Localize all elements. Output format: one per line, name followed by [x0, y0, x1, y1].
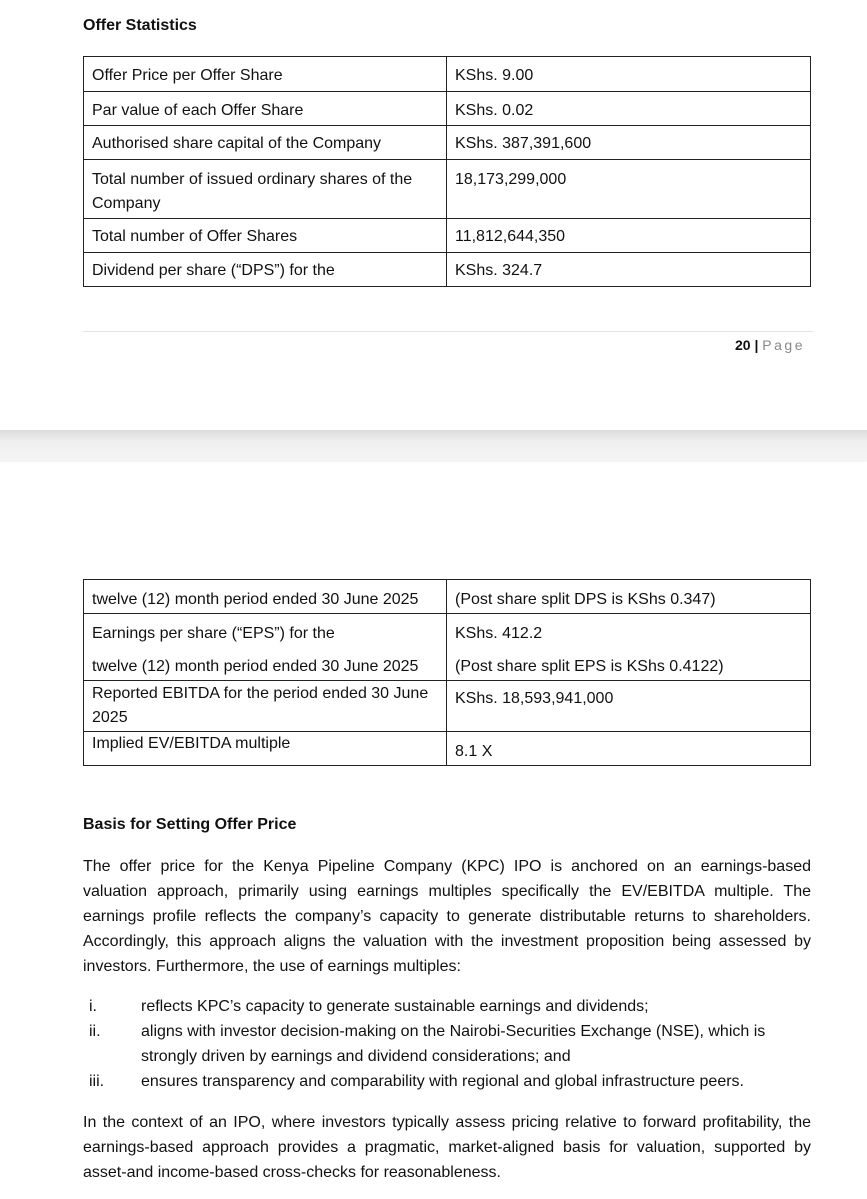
cell-text: KShs. 18,593,941,000	[455, 690, 614, 707]
table-row	[84, 160, 811, 219]
page-number-separator: |	[754, 337, 759, 353]
cell-text: Total number of Offer Shares	[92, 228, 298, 245]
list-item-number: iii.	[89, 1073, 105, 1090]
paragraph-valuation-approach: The offer price for the Kenya Pipeline Company (KPC) IPO is anchored on an earnings-based valuation approach, primarily using earnings multiples specifically the EV/EBITDA multiple. The earnings profile reflects the company’s capacity to generate distributable returns to shareholders. Accordingly, this approach aligns the valuation with the investment proposition being assessed by investors. Furthermore, the use of earnings multiples:	[83, 858, 811, 975]
table-cell-value	[447, 126, 811, 160]
document-page-20	[0, 0, 867, 430]
cell-text: 18,173,299,000	[455, 171, 567, 188]
page-number	[735, 335, 805, 355]
paragraph-ipo-context: In the context of an IPO, where investors typically assess pricing relative to forward profitability, the earnings-based approach provides a pragmatic, market-aligned basis for valuation, supported by asset-and income-based cross-checks for reasonableness.	[83, 1114, 811, 1181]
table-cell-label	[84, 160, 447, 219]
cell-text: Dividend per share (“DPS”) for the	[92, 262, 335, 279]
offer-statistics-table	[83, 56, 811, 287]
table-row	[84, 580, 811, 614]
list-item-number: ii.	[89, 1023, 101, 1040]
cell-text: Implied EV/EBITDA multiple	[92, 735, 291, 752]
page-number-word: Page	[762, 337, 805, 353]
page-gap	[0, 430, 867, 462]
cell-text: (Post share split EPS is KShs 0.4122)	[455, 658, 724, 675]
table-row	[84, 219, 811, 253]
page-footer-rule	[83, 331, 813, 332]
table-cell-value	[447, 253, 811, 287]
offer-statistics-table-continued	[83, 579, 811, 766]
cell-text: Authorised share capital of the Company	[92, 135, 382, 152]
document-page-21	[0, 462, 867, 1199]
cell-text: 11,812,644,350	[455, 228, 566, 245]
cell-text: KShs. 9.00	[455, 67, 534, 84]
cell-text: twelve (12) month period ended 30 June 2025	[92, 658, 419, 675]
table-cell-value	[447, 614, 811, 681]
section-heading-basis-offer-price: Basis for Setting Offer Price	[83, 816, 297, 833]
table-cell-label	[84, 92, 447, 126]
section-heading-offer-statistics: Offer Statistics	[83, 17, 197, 34]
table-cell-label	[84, 126, 447, 160]
cell-text: KShs. 412.2	[455, 625, 543, 642]
table-row	[84, 126, 811, 160]
table-cell-value	[447, 57, 811, 92]
table-cell-label	[84, 580, 447, 614]
table-cell-value	[447, 732, 811, 766]
table-row	[84, 57, 811, 92]
cell-text: Company	[92, 195, 161, 212]
table-cell-label	[84, 219, 447, 253]
cell-text: Par value of each Offer Share	[92, 102, 304, 119]
table-cell-value	[447, 580, 811, 614]
table-cell-label	[84, 732, 447, 766]
cell-text: Offer Price per Offer Share	[92, 67, 283, 84]
cell-text: Reported EBITDA for the period ended 30 June	[92, 685, 429, 702]
table-cell-label	[84, 614, 447, 681]
table-row	[84, 92, 811, 126]
cell-text: Total number of issued ordinary shares of the	[92, 171, 413, 188]
table-row	[84, 732, 811, 766]
table-cell-value	[447, 219, 811, 253]
table-row	[84, 681, 811, 732]
cell-text: KShs. 324.7	[455, 262, 543, 279]
cell-text: twelve (12) month period ended 30 June 2025	[92, 591, 419, 608]
list-item-text: reflects KPC’s capacity to generate sustainable earnings and dividends;	[141, 998, 649, 1015]
cell-text: KShs. 387,391,600	[455, 135, 592, 152]
cell-text: 2025	[92, 709, 128, 726]
table-row	[84, 614, 811, 681]
table-cell-label	[84, 681, 447, 732]
cell-text: 8.1 X	[455, 743, 493, 760]
table-cell-value	[447, 160, 811, 219]
page-number-value: 20	[735, 337, 751, 353]
list-item-number: i.	[89, 998, 97, 1015]
cell-text: KShs. 0.02	[455, 102, 534, 119]
cell-text: (Post share split DPS is KShs 0.347)	[455, 591, 716, 608]
table-row	[84, 253, 811, 287]
cell-text: Earnings per share (“EPS”) for the	[92, 625, 335, 642]
list-item-text: aligns with investor decision-making on the Nairobi-Securities Exchange (NSE), which is strongly driven by earnings and dividend considerations; and	[141, 1023, 766, 1065]
list-item-text: ensures transparency and comparability with regional and global infrastructure peers.	[141, 1073, 744, 1090]
table-cell-value	[447, 681, 811, 732]
table-cell-label	[84, 57, 447, 92]
table-cell-value	[447, 92, 811, 126]
table-cell-label	[84, 253, 447, 287]
